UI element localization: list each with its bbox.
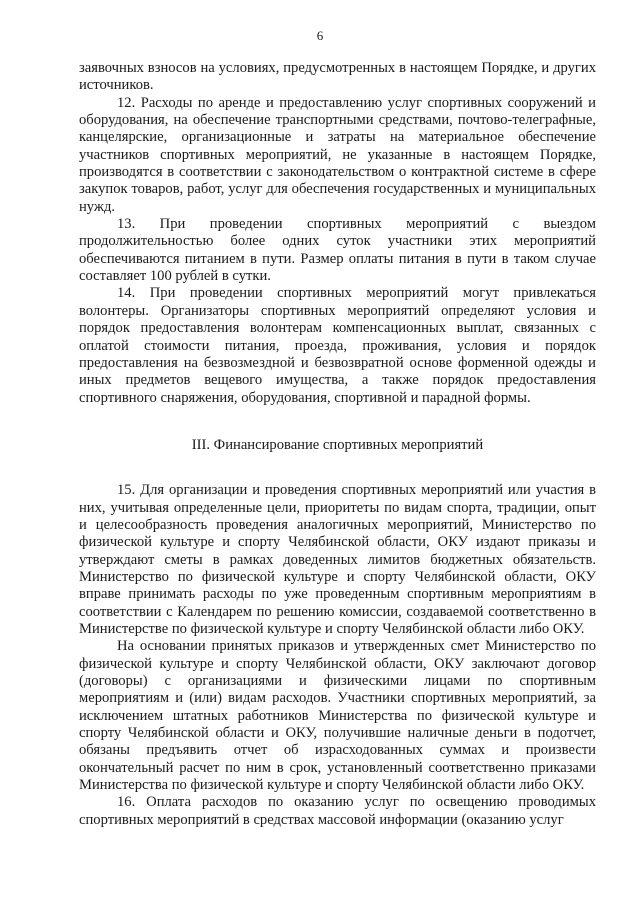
document-body — [79, 60, 596, 829]
paragraph-15-continued: На основании принятых приказов и утвержденных смет Министерство по физической культуре и спорту Челябинской области, ОКУ заключают договор (договоры) с организациями и физическими лицами по спортивным мероприятиям и (или) видам расходов. Участники спортивных мероприятий, за исключением штатных работников Министерства по физической культуре и спорту Челябинской области и ОКУ, получившие наличные деньги в подотчет, обязаны предъявить отчет об израсходованных суммах и произвести окончательный расчет по ним в срок, установленный соответственно приказами Министерства по физической культуре и спорту Челябинской области либо ОКУ. — [79, 638, 596, 794]
page-number: 6 — [316, 28, 324, 43]
paragraph-15: 15. Для организации и проведения спортивных мероприятий или участия в них, учитывая определенные цели, приоритеты по видам спорта, традиции, опыт и целесообразность проведения аналогичных мероприятий, Министерство по физической культуре и спорту Челябинской области, ОКУ издают приказы и утверждают сметы в рамках доведенных лимитов бюджетных обязательств. Министерство по физической культуре и спорту Челябинской области, ОКУ вправе принимать расходы по уже проведенным спортивным мероприятиям в соответствии с Календарем по решению комиссии, создаваемой соответственно в Министерстве по физической культуре и спорту Челябинской области либо ОКУ. — [79, 482, 596, 637]
paragraph-14: 14. При проведении спортивных мероприятий могут привлекаться волонтеры. Организаторы спортивных мероприятий определяют условия и порядок предоставления волонтерам компенсационных выплат, связанных с оплатой стоимости питания, проезда, проживания, условия и порядок предоставления на безвозмездной и безвозвратной основе форменной одежды и иных предметов вещевого имущества, а также порядок предоставления спортивного снаряжения, оборудования, спортивной и парадной формы. — [79, 285, 596, 406]
paragraph-12: 12. Расходы по аренде и предоставлению услуг спортивных сооружений и оборудования, на обеспечение транспортными средствами, почтово-телеграфные, канцелярские, организационные и затраты на материальное обеспечение участников спортивных мероприятий, не указанные в настоящем Порядке, производятся в соответствии с законодательством о контрактной системе в сфере закупок товаров, работ, услуг для обеспечения государственных и муниципальных нужд. — [79, 94, 596, 215]
paragraph-16: 16. Оплата расходов по оказанию услуг по освещению проводимых спортивных мероприятий в средствах массовой информации (оказанию услуг — [79, 794, 596, 828]
paragraph-13: 13. При проведении спортивных мероприятий с выездом продолжительностью более одних суток участники этих мероприятий обеспечиваются питанием в пути. Размер оплаты питания в пути в таком случае составляет 100 рублей в сутки. — [79, 216, 596, 285]
section-heading: III. Финансирование спортивных мероприятий — [191, 436, 484, 453]
paragraph-continuation: заявочных взносов на условиях, предусмотренных в настоящем Порядке, и других источников. — [79, 60, 596, 94]
